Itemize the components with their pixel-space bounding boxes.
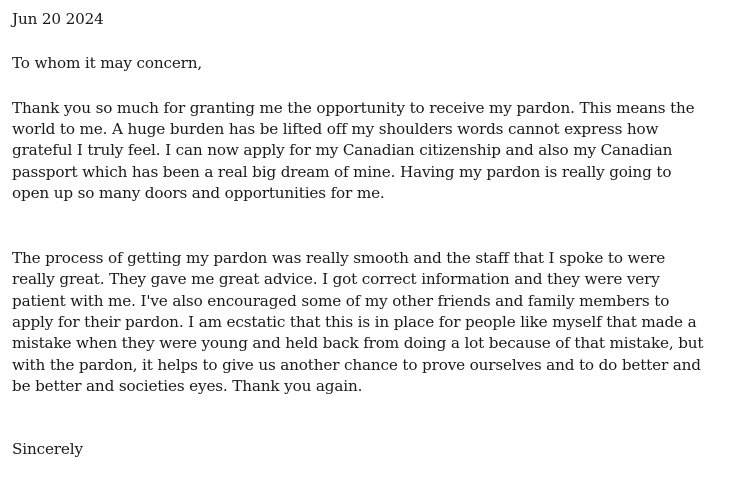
- paragraph-line: open up so many doors and opportunities for me.: [12, 184, 385, 202]
- paragraph-line: passport which has been a real big dream of mine. Having my pardon is really going to: [12, 163, 672, 181]
- paragraph-line: mistake when they were young and held back from doing a lot because of that mistake, but: [12, 334, 704, 352]
- paragraph-line: world to me. A huge burden has be lifted off my shoulders words cannot express how: [12, 120, 659, 138]
- letter-date: Jun 20 2024: [12, 10, 104, 28]
- paragraph-line: with the pardon, it helps to give us another chance to prove ourselves and to do better and: [12, 356, 701, 374]
- paragraph-line: The process of getting my pardon was really smooth and the staff that I spoke to were: [12, 249, 666, 267]
- paragraph-line: be better and societies eyes. Thank you again.: [12, 377, 363, 395]
- letter-closing: Sincerely: [12, 440, 83, 458]
- paragraph-line: Thank you so much for granting me the opportunity to receive my pardon. This means the: [12, 99, 695, 117]
- paragraph-line: apply for their pardon. I am ecstatic that this is in place for people like myself that made a: [12, 313, 697, 331]
- paragraph-line: grateful I truly feel. I can now apply for my Canadian citizenship and also my Canadian: [12, 141, 673, 159]
- paragraph-line: really great. They gave me great advice. I got correct information and they were very: [12, 270, 660, 288]
- letter-salutation: To whom it may concern,: [12, 54, 203, 72]
- paragraph-line: patient with me. I've also encouraged some of my other friends and family members to: [12, 292, 670, 310]
